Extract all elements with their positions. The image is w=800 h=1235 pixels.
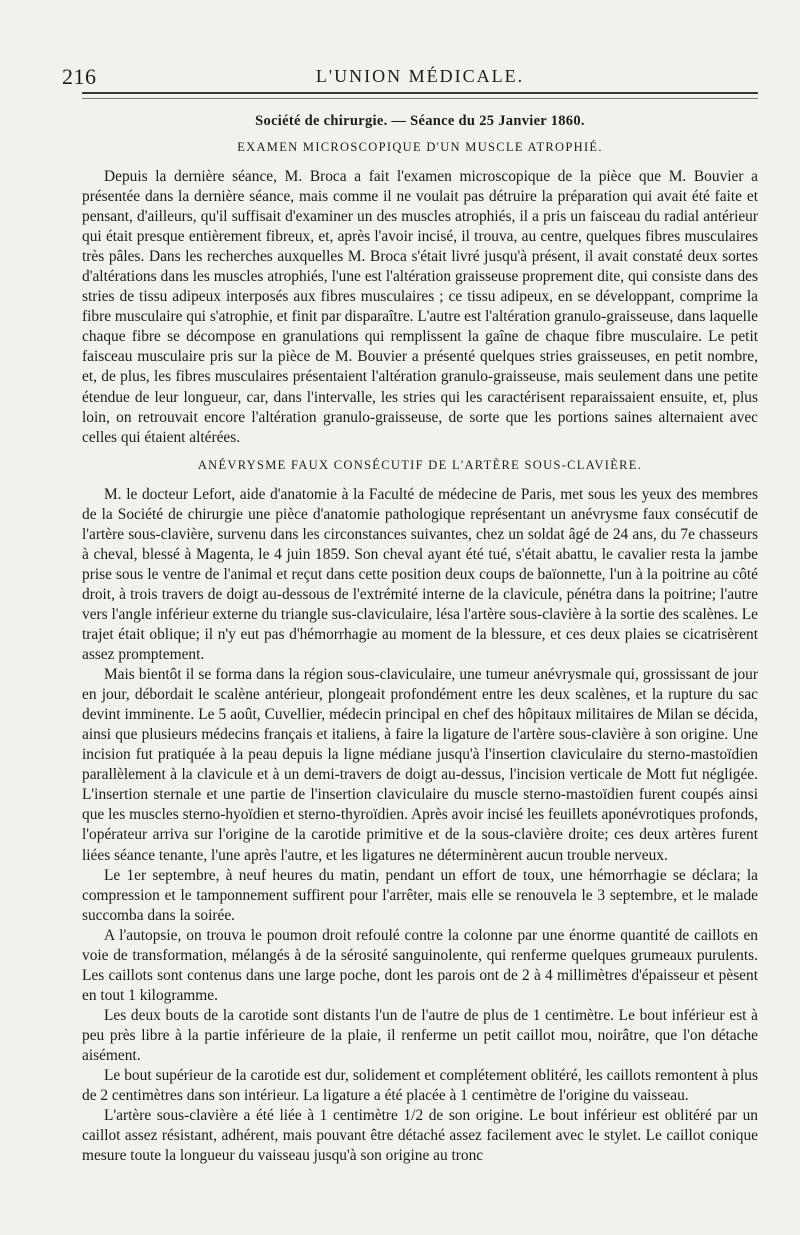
society-heading: Société de chirurgie. — Séance du 25 Janvier 1860. (255, 113, 585, 129)
paragraph: Le 1er septembre, à neuf heures du matin, pendant un effort de toux, une hémorrhagie se déclara; la compression et le tamponnement suffirent pour l'arrêter, mais elle se renouvela le 3 septembre, et le malade succomba dans la soirée. (82, 866, 758, 924)
paragraph: Mais bientôt il se forma dans la région sous-claviculaire, une tumeur anévrysmale qui, grossissant de jour en jour, débordait le scalène antérieur, plongeait profondément entre les deux scalènes, et la rupture du sac devint imminente. Le 5 août, Cuvellier, médecin principal en chef des hôpitaux militaires de Milan se décida, ainsi que plusieurs médecins français et italiens, à faire la ligature de l'artère sous-clavière à son origine. Une incision fut pratiquée à la peau depuis la ligne médiane jusqu'à l'insertion claviculaire du sterno-mastoïdien parallèlement à la clavicule et à un demi-travers de doigt au-dessus, l'incision verticale de Mott fut négligée. L'insertion sternale et une partie de l'insertion claviculaire du muscle sterno-mastoïdien furent coupés ainsi que les muscles sterno-hyoïdien et sterno-thyroïdien. Après avoir incisé les feuillets aponévrotiques profonds, l'opérateur arriva sur l'origine de la carotide primitive et de la sous-clavière droite; ces deux artères furent liées séance tenante, l'une après l'autre, et les ligatures ne déterminèrent aucun trouble nerveux. (82, 666, 758, 864)
page-number: 216 (62, 64, 97, 89)
paragraph: Les deux bouts de la carotide sont distants l'un de l'autre de plus de 1 centimètre. Le bout inférieur est à peu près libre à la partie inférieure de la plaie, il renferme un petit caillot mou, noirâtre, que l'on détache aisément. (82, 1006, 758, 1064)
paragraph: M. le docteur Lefort, aide d'anatomie à la Faculté de médecine de Paris, met sous les yeux des membres de la Société de chirurgie une pièce d'anatomie pathologique représentant un anévrysme faux consécutif de l'artère sous-clavière, survenu dans les circonstances suivantes, chez un soldat âgé de 24 ans, du 7e chasseurs à cheval, blessé à Magenta, le 4 juin 1859. Son cheval ayant été tué, s'était abattu, le cavalier resta la jambe prise sous le ventre de l'animal et reçut dans cette position deux coups de baïonnette, l'un à la poitrine au côté droit, à trois travers de doigt au-dessous de l'extrémité interne de la clavicule, pénétra dans la poitrine; l'autre vers l'angle inférieur externe du triangle sus-claviculaire, lésa l'artère sous-clavière à la sortie des scalènes. Le trajet était oblique; il n'y eut pas d'hémorrhagie au moment de la blessure, et ces deux plaies se cicatrisèrent assez promptement. (82, 485, 759, 664)
paragraph: A l'autopsie, on trouva le poumon droit refoulé contre la colonne par une énorme quantité de caillots en voie de transformation, mélangés à de la sérosité sanguinolente, qui renferme quelques grumeaux purulents. Les caillots sont contenus dans une large poche, dont les parois ont de 2 à 4 millimètres d'épaisseur et pèsent en tout 1 kilogramme. (82, 926, 758, 1004)
header-rule (82, 98, 758, 99)
paragraph: Le bout supérieur de la carotide est dur, solidement et complétement oblitéré, les caillots remontent à plus de 2 centimètres dans son intérieur. La ligature a été placée à 1 centimètre de l'origine du vaisseau. (82, 1067, 758, 1105)
paragraph: Depuis la dernière séance, M. Broca a fait l'examen microscopique de la pièce que M. Bouvier a présentée dans la dernière séance, mais comme il ne voulait pas détruire la préparation qui avait été faite et pensant, d'ailleurs, qu'il suffisait d'examiner un des muscles atrophiés, il a pris un faisceau du radial antérieur qui était presque entièrement fibreux, et, après l'avoir incisé, il trouva, au centre, quelques fibres musculaires très pâles. Dans les recherches auxquelles M. Broca s'était livré jusqu'à présent, il avait constaté deux sortes d'altérations dans les muscles atrophiés, l'une est l'altération graisseuse proprement dite, qui consiste dans des stries de tissu adipeux interposés aux fibres musculaires ; ce tissu adipeux, en se développant, comprime la fibre musculaire qui s'atrophie, et finit par disparaître. L'autre est l'altération granulo-graisseuse, dans laquelle chaque fibre se décompose en granulations qui remplissent la gaîne de chaque fibre musculaire. Le petit faisceau musculaire pris sur la pièce de M. Bouvier a présenté quelques stries graisseuses, en petit nombre, et, de plus, les fibres musculaires présentaient l'altération granulo-graisseuse, mais seulement dans une petite étendue de leur longueur, car, dans l'intervalle, les stries qui les caractérisent reparaissaient ensuite, et, plus loin, on retrouvait encore l'altération granulo-graisseuse, de sorte que les portions saines alternaient avec celles qui étaient altérées. (82, 168, 758, 446)
section-body-aneurysm (82, 485, 758, 1167)
section-title-aneurysm: ANÉVRYSME FAUX CONSÉCUTIF DE L'ARTÈRE SOUS-CLAVIÈRE. (197, 457, 643, 472)
section-title-muscle: EXAMEN MICROSCOPIQUE D'UN MUSCLE ATROPHIÉ. (237, 140, 603, 154)
running-title: L'UNION MÉDICALE. (315, 66, 525, 86)
paragraph: L'artère sous-clavière a été liée à 1 centimètre 1/2 de son origine. Le bout inférieur est oblitéré par un caillot assez résistant, adhérent, mais pouvant être détaché assez facilement avec le stylet. Le caillot conique mesure toute la longueur du vaisseau jusqu'à son origine au tronc (82, 1107, 758, 1165)
page-header (62, 58, 758, 94)
section-body-muscle (82, 167, 758, 448)
